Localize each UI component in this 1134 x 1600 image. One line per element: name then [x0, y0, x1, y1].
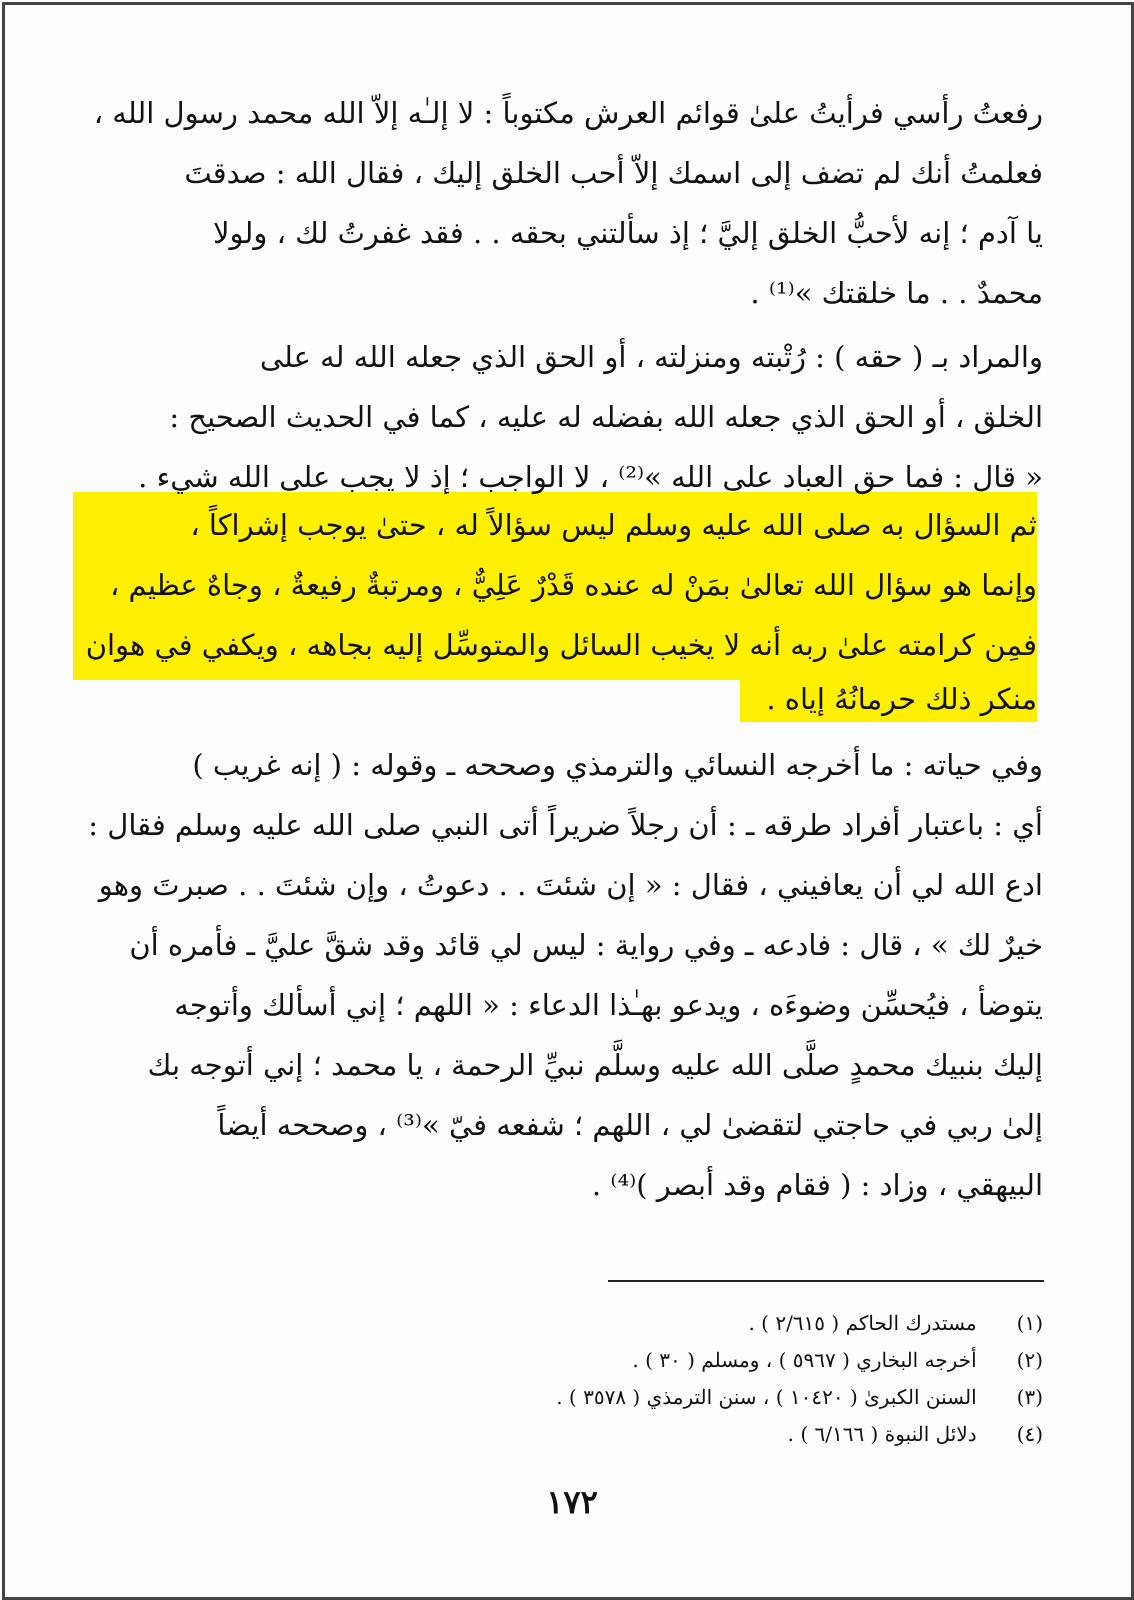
text-line: فمِن كرامته علىٰ ربه أنه لا يخيب السائل والمتوسِّل إليه بجاهه ، ويكفي في هوان [85, 628, 1037, 662]
text-line: خيرٌ لك » ، قال : فادعه ـ وفي رواية : ليس لي قائد وقد شقَّ عليَّ ـ فأمره أن [129, 928, 1043, 962]
footnote-text: السنن الكبرىٰ ( ١٠٤٢٠ ) ، سنن الترمذي ( ٣٥٧٨ ) . [556, 1385, 977, 1409]
footnote-text: أخرجه البخاري ( ٥٩٦٧ ) ، ومسلم ( ٣٠ ) . [632, 1348, 977, 1372]
text-line: وإنما هو سؤال الله تعالىٰ بمَنْ له عنده قَدْرٌ عَلِيٌّ ، ومرتبةٌ رفيعةٌ ، وجاهٌ عظيم ، [109, 568, 1037, 602]
footnote-divider [608, 1280, 1044, 1282]
paragraph-2 [81, 327, 1043, 507]
text-line: الخلق ، أو الحق الذي جعله الله بفضله له عليه ، كما في الحديث الصحيح : [169, 400, 1043, 434]
text-line: يتوضأ ، فيُحسِّن وضوءَه ، ويدعو بهـٰذا الدعاء : « اللهم ؛ إني أسألك وأتوجه [174, 988, 1043, 1022]
text-line: أي : باعتبار أفراد طرقه ـ : أن رجلاً ضريراً أتى النبي صلى الله عليه وسلم فقال : [88, 808, 1043, 842]
footnote-item [305, 1342, 1043, 1379]
footnote-text: دلائل النبوة ( ٦/١٦٦ ) . [787, 1422, 977, 1446]
text-line: والمراد بـ ( حقه ) : رُتْبته ومنزلته ، أو الحق الذي جعله الله له على [259, 340, 1043, 374]
footnotes [305, 1305, 1043, 1453]
text-line: ثم السؤال به صلى الله عليه وسلم ليس سؤالاً له ، حتىٰ يوجب إشراكاً ، [190, 508, 1037, 542]
text-line: إلىٰ ربي في حاجتي لتقضىٰ لي ، اللهم ؛ شفعه فيّ »⁽³⁾ ، وصححه أيضاً [217, 1108, 1043, 1142]
text-line: ادع الله لي أن يعافيني ، فقال : « إن شئتَ . . دعوتُ ، وإن شئتَ . . صبرتَ وهو [98, 868, 1043, 902]
text-line: إليك بنبيك محمدٍ صلَّى الله عليه وسلَّم نبيِّ الرحمة ، يا محمد ؛ إني أتوجه بك [147, 1048, 1043, 1082]
page-number: ١٧٢ [546, 1483, 598, 1521]
paragraph-1 [81, 83, 1043, 323]
footnote-item [305, 1305, 1043, 1342]
footnote-item [305, 1416, 1043, 1453]
highlighted-paragraph [81, 495, 1037, 723]
text-line: منكر ذلك حرمانُهُ إياه . [766, 682, 1037, 716]
text-line: فعلمتُ أنك لم تضف إلى اسمك إلاّ أحب الخلق إليك ، فقال الله : صدقتَ [184, 156, 1043, 190]
text-line: يا آدم ؛ إنه لأحبُّ الخلق إليَّ ؛ إذ سألتني بحقه . . فقد غفرتُ لك ، ولولا [212, 216, 1043, 250]
text-line: وفي حياته : ما أخرجه النسائي والترمذي وصححه ـ وقوله : ( إنه غريب ) [192, 748, 1043, 782]
text-line: رفعتُ رأسي فرأيتُ علىٰ قوائم العرش مكتوباً : لا إلـٰه إلاّ الله محمد رسول الله ، [93, 96, 1043, 130]
page [2, 2, 1134, 1600]
footnote-item [305, 1379, 1043, 1416]
footnote-number: (١) [1016, 1311, 1043, 1335]
footnote-number: (٤) [1016, 1422, 1043, 1446]
text-line: البيهقي ، وزاد : ( فقام وقد أبصر )⁽⁴⁾ . [591, 1168, 1043, 1202]
text-line: محمدٌ . . ما خلقتك »⁽¹⁾ . [750, 276, 1043, 310]
text-line: « قال : فما حق العباد على الله »⁽²⁾ ، لا الواجب ؛ إذ لا يجب على الله شيء . [138, 460, 1043, 494]
footnote-text: مستدرك الحاكم ( ٢/٦١٥ ) . [748, 1311, 977, 1335]
footnote-number: (٣) [1016, 1385, 1043, 1409]
paragraph-4 [81, 735, 1043, 1215]
footnote-number: (٢) [1016, 1348, 1043, 1372]
